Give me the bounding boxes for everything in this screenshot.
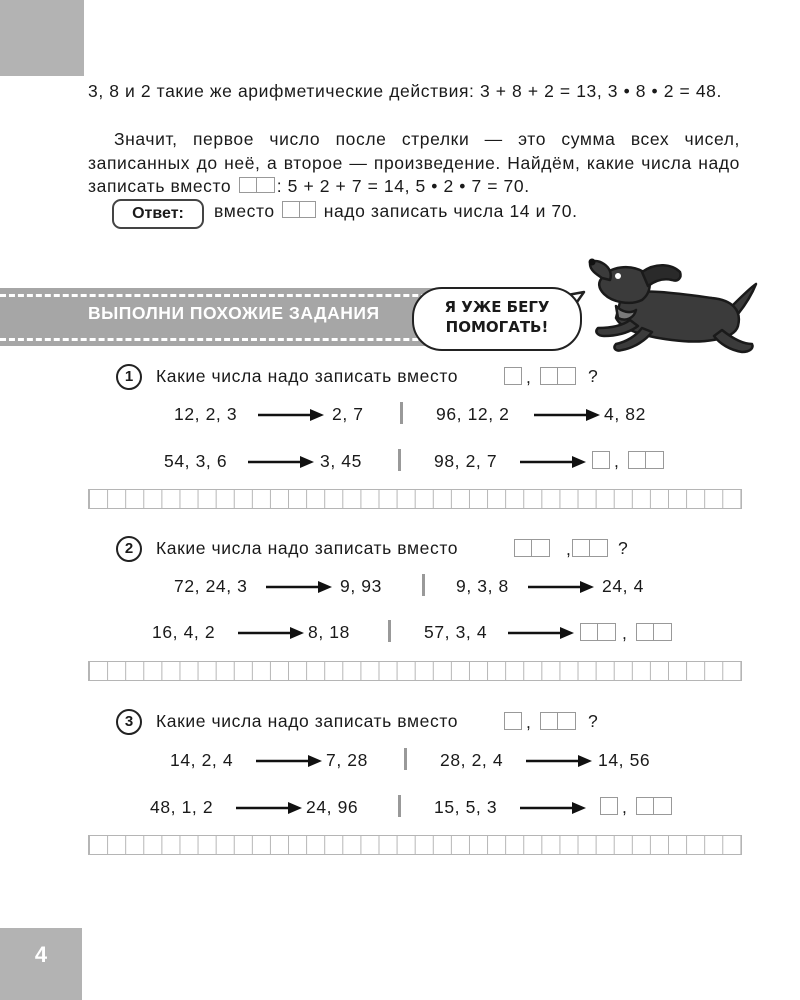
answer-grid-2[interactable] — [88, 661, 742, 681]
example-paragraph-2-end: : 5 + 2 + 7 = 14, 5 • 2 • 7 = 70. — [276, 176, 530, 196]
comma: , — [526, 712, 531, 732]
example-paragraph-2-text: Значит, первое число после стрелки — это сумма всех чисел, записанных до неё, а второе — произведение. Найдём, какие числа надо записать вместо — [88, 129, 740, 196]
question-mark: ? — [618, 538, 629, 558]
equation-output: 9, 93 — [340, 576, 382, 596]
section-title: ВЫПОЛНИ ПОХОЖИЕ ЗАДАНИЯ — [88, 303, 380, 323]
equation-input: 16, 4, 2 — [152, 622, 216, 642]
arrow-icon — [520, 455, 586, 469]
comma: , — [622, 623, 627, 643]
arrow-icon — [526, 754, 592, 768]
dachshund-illustration — [582, 248, 762, 360]
comma: , — [614, 451, 619, 471]
equation-input: 28, 2, 4 — [440, 750, 504, 770]
comma: , — [622, 797, 627, 817]
equation-output: 4, 82 — [604, 404, 646, 424]
equation-input: 96, 12, 2 — [436, 404, 510, 424]
answer-box-double[interactable] — [540, 712, 576, 730]
arrow-icon — [258, 408, 324, 422]
arrow-icon — [534, 408, 600, 422]
comma: , — [566, 539, 571, 559]
equation-input: 72, 24, 3 — [174, 576, 248, 596]
separator — [388, 620, 391, 642]
answer-label: Ответ: — [112, 199, 204, 229]
two-digit-box — [282, 201, 316, 218]
answer-box-double[interactable] — [636, 623, 672, 641]
equation-input: 48, 1, 2 — [150, 797, 214, 817]
answer-text — [214, 201, 578, 222]
banner-dash-bottom — [0, 338, 490, 341]
task-2-question: Какие числа надо записать вместо — [156, 538, 459, 558]
task-3-question: Какие числа надо записать вместо — [156, 711, 459, 731]
task-number-2: 2 — [116, 536, 142, 562]
separator — [398, 795, 401, 817]
task-number-1: 1 — [116, 364, 142, 390]
answer-grid-3[interactable] — [88, 835, 742, 855]
equation-output: 24, 4 — [602, 576, 644, 596]
two-digit-box — [239, 177, 275, 193]
example-paragraph-2 — [88, 128, 740, 199]
answer-post: надо записать числа 14 и 70. — [323, 201, 578, 221]
example-paragraph-1: 3, 8 и 2 такие же арифметические действия: 3 + 8 + 2 = 13, 3 • 8 • 2 = 48. — [88, 81, 722, 101]
answer-box-double[interactable] — [636, 797, 672, 815]
equation-input: 57, 3, 4 — [424, 622, 488, 642]
top-corner-block — [0, 0, 84, 76]
separator — [422, 574, 425, 596]
equation-output: 7, 28 — [326, 750, 368, 770]
answer-box-double[interactable] — [572, 539, 608, 557]
answer-box-double[interactable] — [540, 367, 576, 385]
answer-box-single[interactable] — [504, 367, 522, 385]
task-number-3: 3 — [116, 709, 142, 735]
question-mark: ? — [588, 711, 599, 731]
task-1-question: Какие числа надо записать вместо — [156, 366, 459, 386]
comma: , — [526, 367, 531, 387]
equation-input: 9, 3, 8 — [456, 576, 509, 596]
answer-box-double[interactable] — [628, 451, 664, 469]
equation-output: 3, 45 — [320, 451, 362, 471]
speech-bubble-text — [412, 297, 582, 337]
question-mark: ? — [588, 366, 599, 386]
equation-output: 8, 18 — [308, 622, 350, 642]
answer-pre: вместо — [214, 201, 275, 221]
equation-input: 14, 2, 4 — [170, 750, 234, 770]
arrow-icon — [508, 626, 574, 640]
bubble-line-2: ПОМОГАТЬ! — [445, 318, 549, 336]
equation-output: 24, 96 — [306, 797, 359, 817]
equation-input: 54, 3, 6 — [164, 451, 228, 471]
arrow-icon — [248, 455, 314, 469]
answer-box-single[interactable] — [600, 797, 618, 815]
arrow-icon — [238, 626, 304, 640]
bubble-line-1: Я УЖЕ БЕГУ — [444, 298, 550, 316]
equation-input: 98, 2, 7 — [434, 451, 498, 471]
answer-box-double[interactable] — [580, 623, 616, 641]
separator — [398, 449, 401, 471]
arrow-icon — [520, 801, 586, 815]
arrow-icon — [266, 580, 332, 594]
equation-output: 14, 56 — [598, 750, 651, 770]
answer-box-single[interactable] — [504, 712, 522, 730]
answer-box-double[interactable] — [514, 539, 550, 557]
equation-input: 15, 5, 3 — [434, 797, 498, 817]
arrow-icon — [236, 801, 302, 815]
arrow-icon — [256, 754, 322, 768]
answer-box-single[interactable] — [592, 451, 610, 469]
page-number: 4 — [34, 942, 48, 967]
answer-grid-1[interactable] — [88, 489, 742, 509]
separator — [400, 402, 403, 424]
separator — [404, 748, 407, 770]
arrow-icon — [528, 580, 594, 594]
equation-output: 2, 7 — [332, 404, 364, 424]
equation-input: 12, 2, 3 — [174, 404, 238, 424]
